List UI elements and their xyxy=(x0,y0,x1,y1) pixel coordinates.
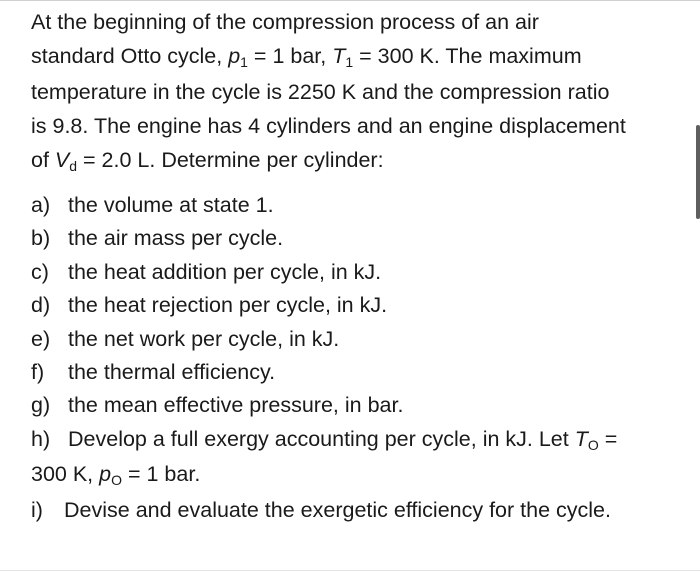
pressure-subscript: 1 xyxy=(240,54,248,70)
problem-statement xyxy=(31,5,681,179)
question-label: a) xyxy=(31,193,51,217)
statement-text: = 1 bar, xyxy=(247,44,333,68)
question-text: the heat rejection per cycle, in kJ. xyxy=(68,293,388,318)
dead-state-temperature-subscript: O xyxy=(587,436,599,453)
statement-text: At the beginning of the compression process of an air xyxy=(31,10,539,34)
question-text: = xyxy=(598,426,618,451)
question-text: the volume at state 1. xyxy=(68,193,274,217)
question-text: = 1 bar. xyxy=(122,462,201,487)
question-label: i) xyxy=(31,497,43,522)
question-c xyxy=(31,256,681,289)
question-label: f) xyxy=(31,360,45,385)
volume-symbol: V xyxy=(54,148,70,172)
question-label: g) xyxy=(31,393,51,418)
question-i xyxy=(31,494,681,527)
dead-state-pressure-subscript: O xyxy=(111,472,122,489)
dead-state-pressure-symbol: p xyxy=(99,462,112,487)
statement-text: = 300 K. The maximum xyxy=(353,44,582,68)
statement-text: is 9.8. The engine has 4 cylinders and an engine displacement xyxy=(31,114,626,138)
question-text: the mean effective pressure, in bar. xyxy=(68,393,404,418)
question-text: the net work per cycle, in kJ. xyxy=(68,326,340,351)
vertical-scrollbar[interactable] xyxy=(696,125,700,219)
question-label: e) xyxy=(31,326,51,351)
statement-line-1 xyxy=(31,5,681,39)
question-label: c) xyxy=(31,259,49,284)
question-e xyxy=(31,323,681,356)
statement-text: temperature in the cycle is 2250 K and the compression ratio xyxy=(31,80,610,104)
statement-line-5 xyxy=(31,143,681,179)
question-text: the heat addition per cycle, in kJ. xyxy=(68,259,382,284)
dead-state-temperature-symbol: T xyxy=(574,426,588,451)
question-text: the air mass per cycle. xyxy=(68,226,284,251)
question-text: Devise and evaluate the exergetic efficiency for the cycle. xyxy=(64,497,611,522)
statement-line-2 xyxy=(31,39,681,75)
question-text: 300 K, xyxy=(31,462,100,487)
pressure-symbol: p xyxy=(228,44,241,68)
question-b xyxy=(31,222,681,255)
question-label: d) xyxy=(31,293,51,318)
question-f xyxy=(31,356,681,389)
statement-line-4 xyxy=(31,109,681,143)
statement-text: of xyxy=(31,148,55,172)
temperature-symbol: T xyxy=(332,44,346,68)
question-h-continued xyxy=(31,458,681,493)
question-d xyxy=(31,289,681,322)
question-a xyxy=(31,189,681,222)
volume-subscript: d xyxy=(69,158,78,174)
statement-line-3 xyxy=(31,75,681,109)
question-label: b) xyxy=(31,226,51,251)
question-g xyxy=(31,389,681,422)
temperature-subscript: 1 xyxy=(345,54,354,70)
question-label: h) xyxy=(31,426,51,451)
question-list xyxy=(31,189,681,527)
statement-text: standard Otto cycle, xyxy=(31,44,229,68)
statement-text: = 2.0 L. Determine per cylinder: xyxy=(77,148,384,172)
question-text: Develop a full exergy accounting per cycle, in kJ. Let xyxy=(68,426,575,451)
question-text: the thermal efficiency. xyxy=(68,360,276,385)
question-h xyxy=(31,423,681,458)
